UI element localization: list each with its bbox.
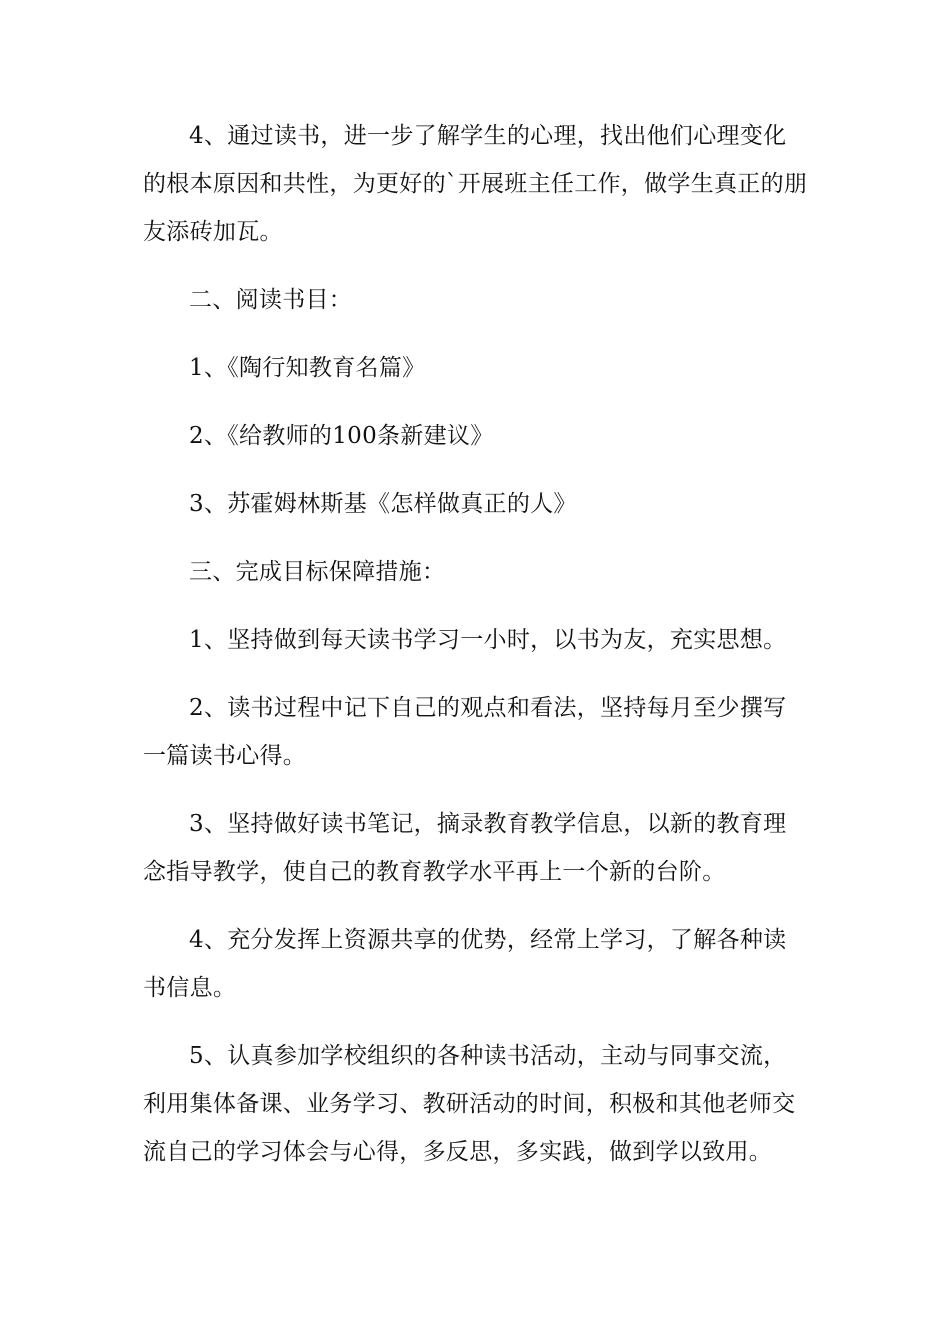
measure-item-3: 3、坚持做好读书笔记，摘录教育教学信息，以新的教育理念指导教学，使自己的教育教学水平再上一个新的台阶。 bbox=[143, 811, 787, 885]
document-body bbox=[143, 112, 809, 1176]
measure-item-5: 5、认真参加学校组织的各种读书活动，主动与同事交流，利用集体备课、业务学习、教研活动的时间，积极和其他老师交流自己的学习体会与心得，多反思，多实践，做到学以致用。 bbox=[143, 1043, 796, 1165]
measure-item-2: 2、读书过程中记下自己的观点和看法，坚持每月至少撰写一篇读书心得。 bbox=[143, 695, 787, 769]
book-item-1: 1、《陶行知教育名篇》 bbox=[189, 355, 426, 381]
measure-item-4: 4、充分发挥上资源共享的优势，经常上学习，了解各种读书信息。 bbox=[143, 927, 787, 1001]
heading-reading-list: 二、阅读书目： bbox=[189, 287, 353, 313]
book-item-3: 3、苏霍姆林斯基《怎样做真正的人》 bbox=[189, 491, 577, 517]
paragraph-goal-4: 4、通过读书，进一步了解学生的心理，找出他们心理变化的根本原因和共性，为更好的`开展班主任工作，做学生真正的朋友添砖加瓦。 bbox=[143, 123, 808, 245]
book-item-2: 2、《给教师的100条新建议》 bbox=[189, 423, 494, 449]
heading-measures: 三、完成目标保障措施： bbox=[189, 559, 446, 585]
measure-item-1: 1、坚持做到每天读书学习一小时，以书为友，充实思想。 bbox=[189, 627, 787, 653]
